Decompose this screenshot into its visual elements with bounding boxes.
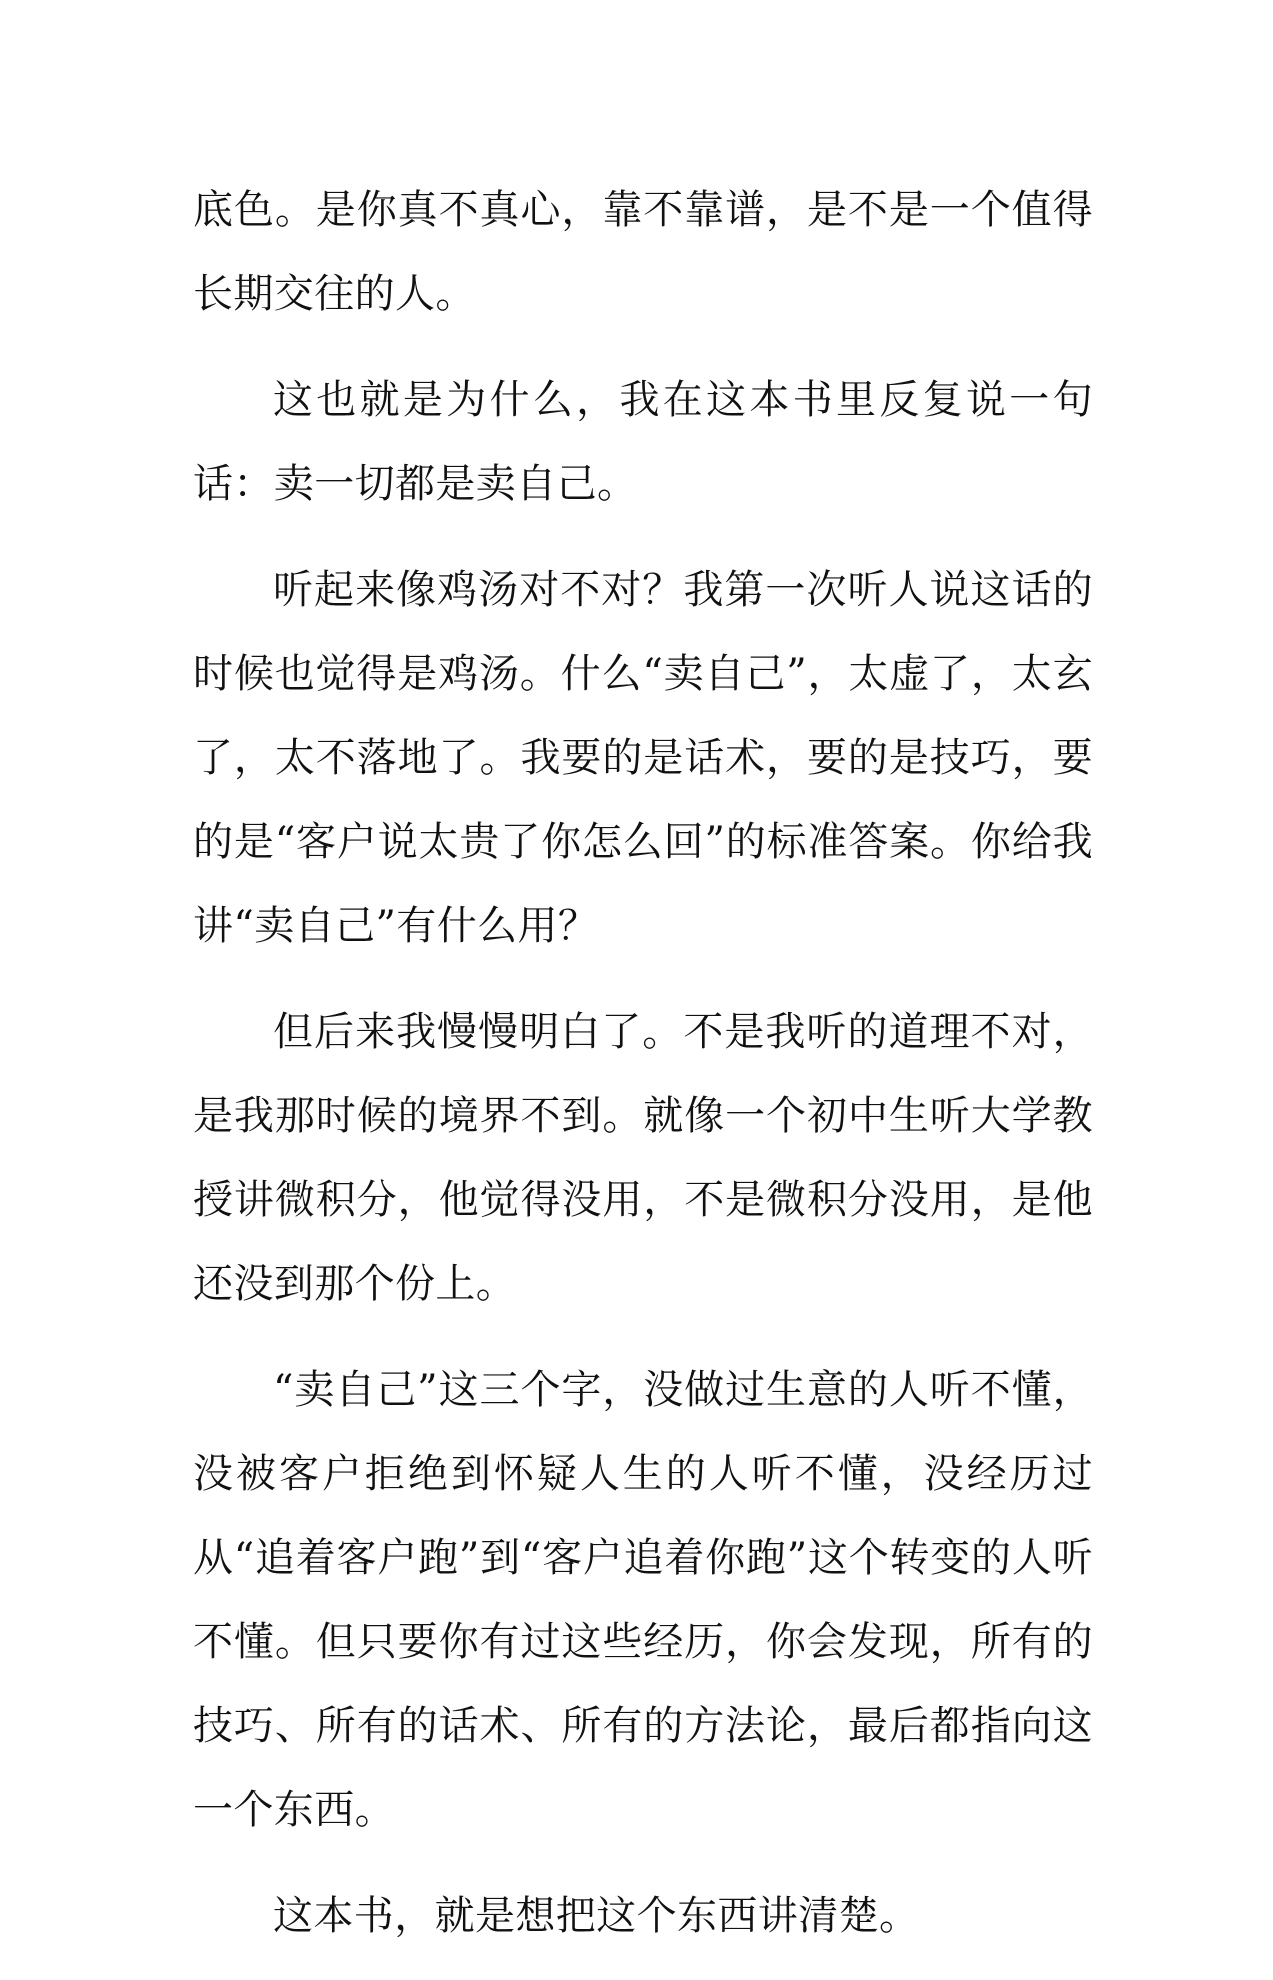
paragraph-1: 底色。是你真不真心，靠不靠谱，是不是一个值得长期交往的人。 (193, 187, 1093, 317)
paragraph-5: “卖自己”这三个字，没做过生意的人听不懂，没被客户拒绝到怀疑人生的人听不懂，没经历过从“追着客户跑”到“客户追着你跑”这个转变的人听不懂。但只要你有过这些经历，你会发现，所有的技巧、所有的话术、所有的方法论，最后都指向这一个东西。 (193, 1367, 1093, 1833)
paragraph-6: 这本书，就是想把这个东西讲清楚。 (273, 1893, 920, 1939)
paragraph-3: 听起来像鸡汤对不对？我第一次听人说这话的时候也觉得是鸡汤。什么“卖自己”，太虚了，太玄了，太不落地了。我要的是话术，要的是技巧，要的是“客户说太贵了你怎么回”的标准答案。你给我讲“卖自己”有什么用？ (193, 567, 1093, 949)
paragraph-2: 这也就是为什么，我在这本书里反复说一句话：卖一切都是卖自己。 (193, 377, 1093, 507)
paragraph-4: 但后来我慢慢明白了。不是我听的道理不对，是我那时候的境界不到。就像一个初中生听大学教授讲微积分，他觉得没用，不是微积分没用，是他还没到那个份上。 (193, 1009, 1093, 1307)
body-text (193, 168, 1093, 1980)
